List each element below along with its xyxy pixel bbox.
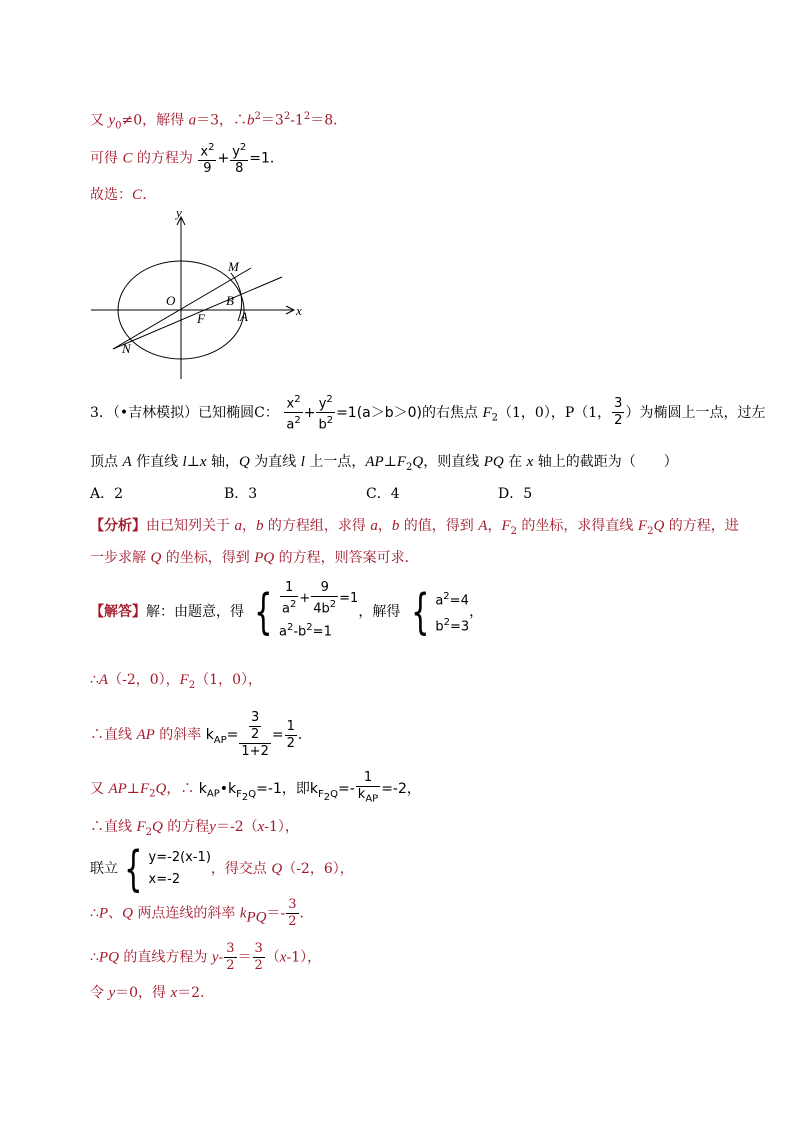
result-eq-1 bbox=[435, 586, 469, 612]
var-l: l bbox=[182, 454, 187, 470]
text: 的方程，则答案可求． bbox=[274, 550, 419, 566]
sup: 2 bbox=[283, 111, 291, 122]
var-q: Q bbox=[271, 861, 283, 877]
text: 的坐标，求得直线 bbox=[516, 518, 638, 534]
sub: AP bbox=[213, 734, 227, 746]
text: 在 bbox=[503, 454, 527, 470]
var-p: P bbox=[98, 905, 109, 922]
var-a: A bbox=[478, 518, 488, 534]
text: =-2， bbox=[381, 780, 421, 797]
var-ap: AP bbox=[136, 727, 155, 743]
k: k bbox=[309, 780, 318, 797]
den: 2 bbox=[226, 958, 235, 973]
label-a: A bbox=[240, 309, 248, 324]
option-c[interactable]: C．4 bbox=[366, 486, 400, 502]
analysis-line-2 bbox=[90, 549, 419, 567]
sub bbox=[317, 788, 338, 803]
option-b[interactable]: B．3 bbox=[224, 486, 258, 502]
sup: 2 bbox=[326, 415, 334, 427]
text: 轴上的截距为（ ） bbox=[533, 454, 678, 470]
label-m: M bbox=[228, 259, 239, 274]
var-y: y bbox=[209, 819, 216, 835]
ellipse-figure bbox=[88, 205, 318, 385]
var-f: F bbox=[396, 454, 407, 470]
sub: 2 bbox=[323, 791, 331, 803]
fraction bbox=[280, 580, 298, 617]
fraction-y2-8 bbox=[230, 140, 248, 177]
text: =3 bbox=[449, 619, 470, 635]
sub: 2 bbox=[491, 412, 499, 424]
plus: + bbox=[303, 404, 316, 421]
sup: 2 bbox=[286, 622, 294, 634]
text: ，∴ bbox=[166, 780, 195, 797]
label-n: N bbox=[122, 341, 131, 356]
sim-eq-1: y=-2(x-1) bbox=[148, 850, 211, 865]
den: 1+2 bbox=[241, 744, 269, 759]
text: 联立 bbox=[90, 861, 118, 877]
var-a: a bbox=[370, 518, 378, 534]
inner-fraction bbox=[249, 710, 261, 743]
k: k bbox=[198, 780, 207, 797]
text: （1，0）， bbox=[195, 672, 263, 688]
var-b: b bbox=[391, 518, 400, 534]
text: -1 bbox=[290, 112, 304, 129]
sup: 2 bbox=[443, 616, 450, 628]
text: （1，0），P（1， bbox=[498, 404, 612, 421]
option-d[interactable]: D．5 bbox=[498, 486, 533, 502]
var-q: Q bbox=[122, 905, 133, 922]
var-f: F bbox=[501, 518, 511, 534]
num: x bbox=[200, 144, 209, 160]
text: 一步求解 bbox=[90, 550, 151, 566]
text: ∴ bbox=[90, 905, 99, 922]
sub: 2 bbox=[510, 525, 517, 537]
var-q: Q bbox=[412, 454, 424, 470]
num: 3 bbox=[288, 897, 297, 912]
var-f: F bbox=[482, 404, 492, 421]
den: a bbox=[282, 601, 290, 617]
text: = bbox=[271, 727, 284, 743]
simultaneous-line bbox=[90, 841, 354, 897]
var-x: x bbox=[199, 454, 207, 470]
var-x: x bbox=[279, 949, 287, 966]
var-q: Q bbox=[653, 518, 665, 534]
text: 令 bbox=[90, 985, 109, 1001]
perpendicular-line bbox=[90, 770, 421, 808]
plus: + bbox=[299, 591, 311, 607]
plus: + bbox=[217, 150, 230, 167]
solution-line-2 bbox=[90, 140, 284, 177]
sub: 2 bbox=[188, 679, 196, 691]
simultaneous-system bbox=[149, 847, 211, 891]
var-q: Q bbox=[155, 780, 167, 797]
var-f: F bbox=[637, 518, 648, 534]
text: =1 bbox=[339, 591, 359, 607]
text: ， bbox=[241, 518, 256, 534]
text: Q bbox=[248, 788, 257, 800]
var-y: y bbox=[108, 112, 116, 129]
text: 由已知列关于 bbox=[146, 518, 235, 534]
sup: 2 bbox=[289, 599, 297, 610]
sub: AP bbox=[365, 793, 379, 805]
sup: 2 bbox=[294, 394, 301, 405]
var-pq: PQ bbox=[254, 550, 275, 566]
den: 2 bbox=[614, 413, 623, 429]
final-line bbox=[90, 984, 214, 1002]
dot: • bbox=[219, 780, 229, 797]
text: 的直线方程为 bbox=[118, 949, 212, 966]
sup: 2 bbox=[443, 590, 450, 602]
den: 2 bbox=[288, 914, 297, 929]
text: ∴直线 bbox=[90, 727, 137, 743]
text: 的坐标，得到 bbox=[161, 550, 255, 566]
text: ＝0，得 bbox=[115, 985, 171, 1001]
text: 两点连线的斜率 bbox=[132, 905, 240, 922]
analysis-tag: 【分析】 bbox=[90, 518, 146, 534]
text: a bbox=[435, 592, 444, 608]
text: ，则直线 bbox=[423, 454, 484, 470]
var-q: Q bbox=[152, 819, 163, 835]
slope-pq-line bbox=[90, 897, 314, 930]
text: （-2，0）， bbox=[108, 672, 180, 688]
var-y: y bbox=[108, 985, 116, 1001]
den: a bbox=[286, 417, 295, 433]
num: 9 bbox=[320, 580, 329, 595]
line-mn bbox=[113, 268, 251, 349]
den: 2 bbox=[286, 735, 295, 751]
fraction bbox=[311, 580, 338, 617]
text: ． bbox=[299, 905, 314, 922]
sup: 2 bbox=[208, 142, 215, 153]
text: =1． bbox=[249, 150, 284, 167]
text: =1(a＞b＞0)的右焦点 bbox=[336, 404, 483, 421]
text: ， bbox=[377, 518, 392, 534]
text: 的值，得到 bbox=[399, 518, 479, 534]
text: ）为椭圆上一点，过左 bbox=[625, 404, 766, 421]
var-b: b bbox=[255, 518, 264, 534]
text: ＝3，∴ bbox=[196, 112, 248, 129]
equation-system bbox=[279, 580, 358, 644]
points-line bbox=[90, 671, 262, 695]
sub: 2 bbox=[241, 791, 249, 803]
num: 3 bbox=[254, 941, 263, 956]
fraction bbox=[356, 770, 380, 808]
text: ⊥ bbox=[126, 780, 140, 797]
text: 的方程 bbox=[162, 819, 210, 835]
var-pq: PQ bbox=[483, 454, 504, 470]
var-l: l bbox=[300, 454, 305, 470]
text: a bbox=[279, 624, 287, 640]
brace: { bbox=[410, 583, 430, 640]
var-b: b bbox=[247, 112, 255, 129]
num: 1 bbox=[286, 718, 295, 734]
text: ． bbox=[297, 727, 312, 743]
text: ，得交点 bbox=[210, 861, 272, 877]
sup: 2 bbox=[254, 111, 261, 122]
sub: 0 bbox=[115, 120, 122, 132]
text: ≠0，解得 bbox=[121, 112, 189, 129]
text: 作直线 bbox=[131, 454, 183, 470]
text: 的方程为 bbox=[132, 150, 193, 167]
text: 的方程组，求得 bbox=[263, 518, 371, 534]
label-y: y bbox=[176, 205, 182, 220]
var-x: x bbox=[526, 454, 534, 470]
text: ＝ bbox=[237, 949, 252, 966]
den: 2 bbox=[250, 727, 260, 742]
text: 又 bbox=[90, 780, 109, 797]
text: ＝- bbox=[266, 905, 286, 922]
text: - bbox=[218, 949, 224, 966]
sup: 2 bbox=[329, 599, 337, 610]
sub: PQ bbox=[246, 909, 267, 926]
text: 为直线 bbox=[249, 454, 301, 470]
sup: 2 bbox=[303, 111, 311, 122]
fraction-3-2 bbox=[612, 396, 624, 429]
text: （-2，6）， bbox=[282, 861, 354, 877]
label-f: F bbox=[197, 311, 205, 326]
var-f: F bbox=[139, 780, 150, 797]
text: ＝2． bbox=[177, 985, 215, 1001]
pq-equation-line bbox=[90, 941, 321, 974]
text: F bbox=[317, 788, 324, 800]
text: =- bbox=[338, 780, 355, 797]
fraction bbox=[285, 719, 297, 752]
brace: { bbox=[254, 583, 273, 640]
text: ∴ bbox=[90, 949, 99, 966]
den: 8 bbox=[230, 160, 248, 177]
text: -b bbox=[293, 624, 307, 640]
text: 的斜率 bbox=[154, 727, 202, 743]
text: （•吉林模拟）已知椭圆C： bbox=[112, 404, 279, 421]
sub: 2 bbox=[647, 525, 654, 537]
text: 的方程，进 bbox=[664, 518, 739, 534]
var-k: k bbox=[239, 905, 247, 922]
den: k bbox=[357, 787, 366, 802]
text: b bbox=[435, 619, 444, 635]
sub: AP bbox=[206, 788, 220, 800]
num: 3 bbox=[226, 941, 235, 956]
text: = bbox=[226, 727, 239, 743]
text: ∴直线 bbox=[90, 819, 137, 835]
label-b: B bbox=[226, 293, 234, 308]
text: 又 bbox=[90, 112, 109, 129]
sup: 2 bbox=[306, 622, 313, 634]
solution-line-1 bbox=[90, 108, 347, 135]
text: ，解得 bbox=[358, 603, 401, 620]
text: =4 bbox=[449, 592, 469, 608]
den: 9 bbox=[198, 160, 216, 177]
num: y bbox=[232, 144, 240, 160]
result-system bbox=[435, 586, 469, 639]
text: -1）， bbox=[264, 819, 299, 835]
text: ⊥ bbox=[186, 454, 200, 470]
sup: 2 bbox=[239, 142, 247, 153]
var-a: A bbox=[122, 454, 132, 470]
text: ， bbox=[469, 603, 484, 620]
text: ∴ bbox=[90, 672, 99, 688]
text: ＝8． bbox=[310, 112, 348, 129]
result-eq-2 bbox=[435, 612, 469, 638]
fraction bbox=[224, 941, 236, 974]
num: 3 bbox=[614, 396, 623, 412]
option-a[interactable]: A．2 bbox=[90, 486, 124, 502]
question-3-line-2 bbox=[90, 453, 678, 477]
question-3-line-1 bbox=[90, 392, 765, 434]
text: 顶点 bbox=[90, 454, 123, 470]
solution-system-line bbox=[90, 580, 483, 644]
text: 解：由题意，得 bbox=[146, 603, 244, 620]
text: -1）， bbox=[286, 949, 322, 966]
den: 2 bbox=[254, 958, 263, 973]
var-q: Q bbox=[239, 454, 250, 470]
solution-tag: 【解答】 bbox=[90, 603, 146, 620]
fraction bbox=[253, 941, 265, 974]
text: （ bbox=[265, 949, 280, 966]
fraction-y2-b2 bbox=[316, 392, 335, 434]
complex-fraction bbox=[239, 710, 270, 760]
text: =1 bbox=[312, 624, 332, 640]
k: k bbox=[228, 780, 237, 797]
system-eq-1 bbox=[279, 580, 358, 617]
system-eq-2 bbox=[279, 617, 358, 643]
text: 、 bbox=[108, 905, 123, 922]
num: 1 bbox=[363, 770, 373, 785]
sup: 2 bbox=[294, 415, 301, 427]
text: 故选： bbox=[90, 187, 132, 203]
sim-eq-2: x=-2 bbox=[148, 872, 181, 887]
var-x: x bbox=[257, 819, 265, 835]
text: 上一点， bbox=[304, 454, 366, 470]
sub: 2 bbox=[149, 788, 156, 800]
var-ap: AP bbox=[108, 780, 127, 797]
text: ， bbox=[487, 518, 502, 534]
var-y: y bbox=[211, 949, 219, 966]
text: ＝-2（ bbox=[215, 819, 258, 835]
fraction bbox=[286, 897, 298, 930]
question-number: 3． bbox=[90, 404, 113, 421]
k: k bbox=[205, 727, 214, 743]
num: x bbox=[286, 396, 295, 412]
sub: 2 bbox=[406, 461, 413, 473]
sub: 2 bbox=[145, 826, 152, 838]
text: Q bbox=[330, 788, 338, 800]
label-x: x bbox=[296, 303, 302, 318]
text: F bbox=[236, 788, 242, 800]
answer: C． bbox=[132, 187, 158, 203]
text: ⊥ bbox=[383, 454, 397, 470]
var-q: Q bbox=[150, 550, 162, 566]
fraction-x2-9 bbox=[198, 140, 216, 177]
num: 1 bbox=[285, 580, 294, 595]
sup: 2 bbox=[326, 394, 333, 405]
num: y bbox=[318, 396, 327, 412]
den: 4b bbox=[313, 601, 330, 617]
text: 可得 bbox=[90, 150, 123, 167]
text: 轴， bbox=[206, 454, 239, 470]
var-pq: PQ bbox=[98, 949, 119, 966]
label-o: O bbox=[166, 293, 176, 308]
var-a: a bbox=[188, 112, 197, 129]
var-a: a bbox=[234, 518, 242, 534]
var-ap: AP bbox=[365, 454, 384, 470]
var-a: A bbox=[98, 672, 109, 688]
sub bbox=[236, 788, 257, 803]
var-c: C bbox=[122, 150, 133, 167]
var-f: F bbox=[179, 672, 189, 688]
text: =-1，即 bbox=[256, 780, 310, 797]
den: b bbox=[318, 417, 327, 433]
num: 3 bbox=[250, 710, 260, 725]
fraction-x2-a2 bbox=[284, 392, 302, 434]
var-f: F bbox=[136, 819, 146, 835]
text: ＝3 bbox=[260, 112, 284, 129]
var-x: x bbox=[170, 985, 178, 1001]
line-f2q-equation bbox=[90, 818, 299, 842]
slope-ap-line bbox=[90, 710, 312, 760]
brace: { bbox=[124, 841, 143, 897]
solution-line-3 bbox=[90, 186, 157, 204]
analysis-line-1 bbox=[90, 517, 739, 541]
